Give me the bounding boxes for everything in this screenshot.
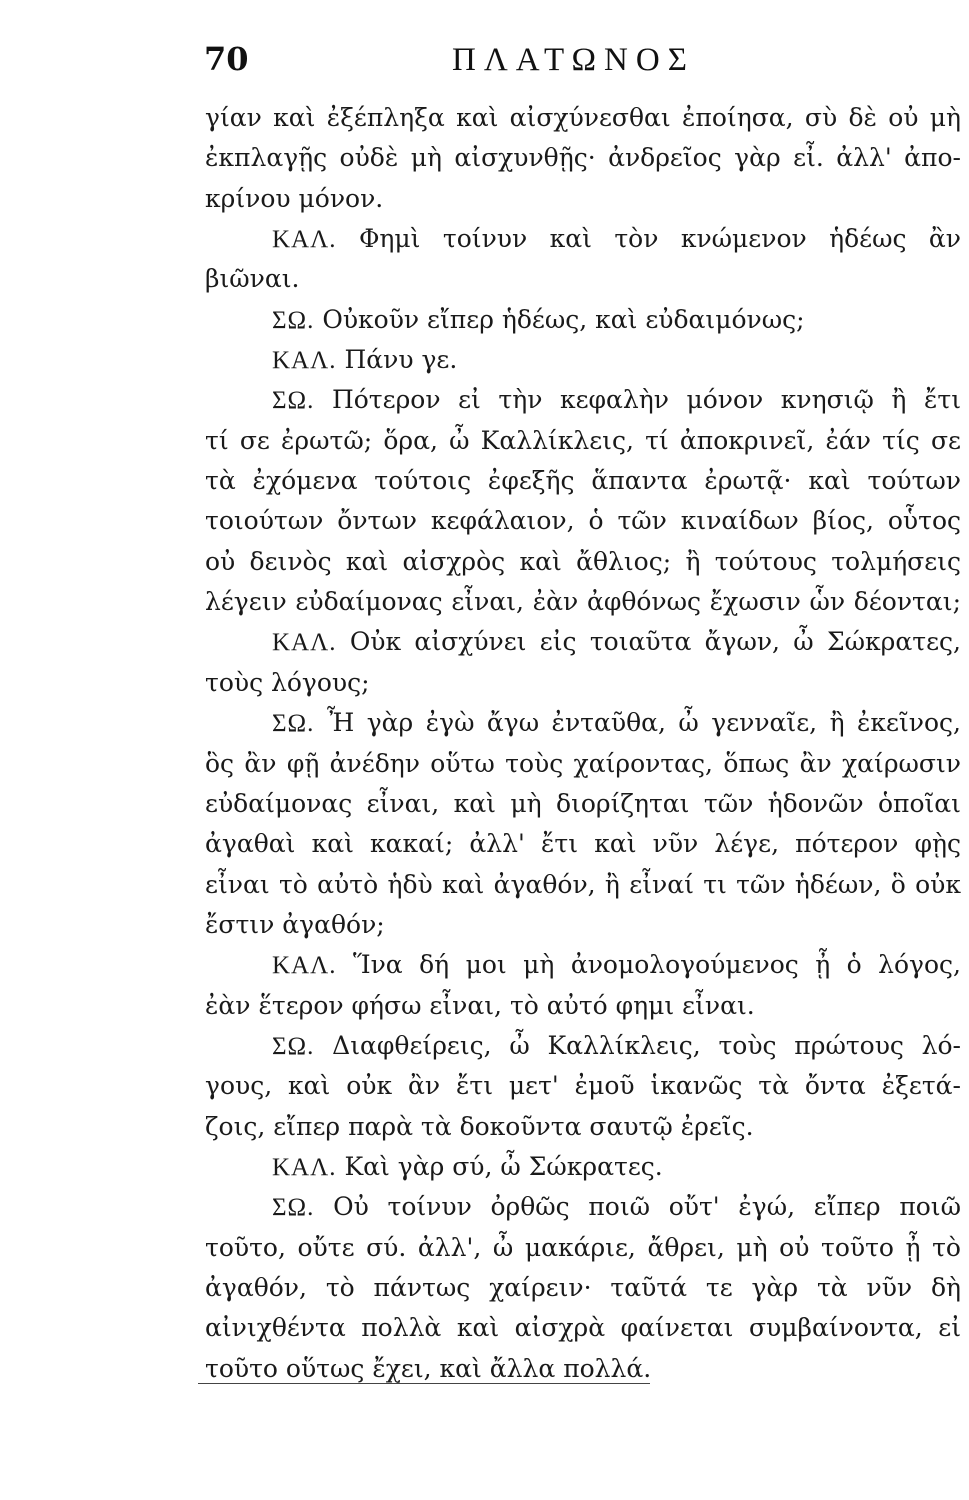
text-line bbox=[205, 703, 961, 743]
text-line bbox=[205, 1308, 961, 1348]
speaker-label: ΚΑΛ. bbox=[272, 347, 337, 375]
speaker-label: ΣΩ. bbox=[272, 1194, 315, 1222]
line-text: ἀγαθόν, τὸ πάντως χαίρειν· ταῦτά τε γὰρ τὰ νῦν δὴ bbox=[205, 1272, 961, 1302]
text-line bbox=[205, 986, 961, 1026]
speaker-label: ΣΩ. bbox=[272, 710, 315, 738]
speaker-label: ΚΑΛ. bbox=[272, 952, 337, 980]
text-line bbox=[205, 945, 961, 985]
text-line bbox=[205, 421, 961, 461]
text-line bbox=[205, 138, 961, 178]
text-line bbox=[205, 98, 961, 138]
line-text: Ἦ γὰρ ἐγὼ ἄγω ἐνταῦθα, ὦ γενναῖε, ἢ ἐκεῖνος, bbox=[326, 708, 961, 738]
line-text: Οὐκοῦν εἴπερ ἡδέως, καὶ εὐδαιμόνως; bbox=[322, 304, 805, 334]
line-text: εἶναι τὸ αὐτὸ ἡδὺ καὶ ἀγαθόν, ἢ εἶναί τι τῶν ἡδέων, ὃ οὐκ bbox=[205, 869, 961, 899]
line-text: Πάνυ γε. bbox=[344, 345, 458, 375]
text-line bbox=[205, 179, 961, 219]
speaker-label: ΚΑΛ. bbox=[272, 629, 337, 657]
line-text: ἔστιν ἀγαθόν; bbox=[205, 909, 385, 939]
line-text: Ἵνα δή μοι μὴ ἀνομολογούμενος ᾖ ὁ λόγος, bbox=[352, 950, 961, 980]
line-text: Φημὶ τοίνυν καὶ τὸν κνώμενον ἡδέως ἂν bbox=[358, 224, 961, 254]
line-text: οὐ δεινὸς καὶ αἰσχρὸς καὶ ἄθλιος; ἢ τούτους τολμήσεις bbox=[205, 546, 961, 576]
text-line bbox=[205, 824, 961, 864]
running-head-title: ΠΛΑΤΩΝΟΣ bbox=[452, 42, 695, 78]
text-line bbox=[205, 501, 961, 541]
text-line bbox=[205, 1066, 961, 1106]
text-line bbox=[205, 340, 961, 380]
line-text: Καὶ γὰρ σύ, ὦ Σώκρατες. bbox=[344, 1151, 663, 1181]
text-line bbox=[205, 1026, 961, 1066]
line-text: Οὐ τοίνυν ὀρθῶς ποιῶ οὔτ' ἐγώ, εἴπερ ποιῶ bbox=[333, 1192, 961, 1222]
line-text: λέγειν εὐδαίμονας εἶναι, ἐὰν ἀφθόνως ἔχωσιν ὧν δέονται; bbox=[205, 587, 961, 617]
line-text: Πότερον εἰ τὴν κεφαλὴν μόνον κνησιῷ ἢ ἔτι bbox=[331, 385, 961, 415]
text-line bbox=[205, 744, 961, 784]
speaker-label: ΣΩ. bbox=[272, 387, 315, 415]
line-text: τὰ ἐχόμενα τούτοις ἐφεξῆς ἅπαντα ἐρωτᾷ· καὶ τούτων bbox=[205, 466, 961, 496]
speaker-label: ΚΑΛ. bbox=[272, 226, 337, 254]
line-text: Διαφθείρεις, ὦ Καλλίκλεις, τοὺς πρώτους λό- bbox=[332, 1030, 962, 1060]
text-line bbox=[205, 1268, 961, 1308]
line-text: γους, καὶ οὐκ ἂν ἔτι μετ' ἐμοῦ ἱκανῶς τὰ ὄντα ἐξετά- bbox=[205, 1071, 961, 1101]
text-line bbox=[205, 784, 961, 824]
line-text: κρίνου μόνον. bbox=[205, 183, 384, 213]
text-line bbox=[205, 1187, 961, 1227]
text-line bbox=[205, 219, 961, 259]
text-line bbox=[205, 582, 961, 622]
line-text: ἐκπλαγῇς οὐδὲ μὴ αἰσχυνθῇς· ἀνδρεῖος γὰρ εἶ. ἀλλ' ἀπο- bbox=[205, 143, 961, 173]
text-line bbox=[205, 259, 961, 299]
dialogue-text-block bbox=[205, 98, 961, 1389]
text-line bbox=[205, 663, 961, 703]
page-number: 70 bbox=[204, 40, 249, 78]
line-text: τοῦτο, οὔτε σύ. ἀλλ', ὦ μακάριε, ἄθρει, μὴ οὐ τοῦτο ᾖ τὸ bbox=[205, 1232, 961, 1262]
speaker-label: ΣΩ. bbox=[272, 1032, 315, 1060]
line-text: αἰνιχθέντα πολλὰ καὶ αἰσχρὰ φαίνεται συμβαίνοντα, εἰ bbox=[205, 1313, 961, 1343]
text-line bbox=[205, 1107, 961, 1147]
line-text: ἀγαθαὶ καὶ κακαί; ἀλλ' ἔτι καὶ νῦν λέγε, πότερον φῂς bbox=[205, 829, 961, 859]
text-line bbox=[205, 1147, 961, 1187]
line-text: τί σε ἐρωτῶ; ὅρα, ὦ Καλλίκλεις, τί ἀποκρινεῖ, ἐάν τίς σε bbox=[205, 425, 961, 455]
text-line bbox=[205, 542, 961, 582]
text-line bbox=[205, 300, 961, 340]
line-text: ἐὰν ἕτερον φήσω εἶναι, τὸ αὐτό φημι εἶναι. bbox=[205, 990, 755, 1020]
line-text: γίαν καὶ ἐξέπληξα καὶ αἰσχύνεσθαι ἐποίησα, σὺ δὲ οὐ μὴ bbox=[205, 103, 961, 132]
text-line bbox=[205, 865, 961, 905]
line-text: τοὺς λόγους; bbox=[205, 667, 370, 697]
text-line bbox=[205, 905, 961, 945]
line-text: Οὐκ αἰσχύνει εἰς τοιαῦτα ἄγων, ὦ Σώκρατες, bbox=[349, 627, 961, 657]
text-line bbox=[205, 1228, 961, 1268]
speaker-label: ΣΩ. bbox=[272, 306, 315, 334]
line-text: ὃς ἂν φῇ ἀνέδην οὕτω τοὺς χαίροντας, ὅπως ἂν χαίρωσιν bbox=[205, 748, 961, 778]
line-text: τοῦτο οὕτως ἔχει, καὶ ἄλλα πολλά. bbox=[205, 1353, 652, 1383]
line-text: ζοις, εἴπερ παρὰ τὰ δοκοῦντα σαυτῷ ἐρεῖς. bbox=[205, 1111, 754, 1141]
text-line bbox=[205, 461, 961, 501]
text-line bbox=[205, 622, 961, 662]
line-text: εὐδαίμονας εἶναι, καὶ μὴ διορίζηται τῶν ἡδονῶν ὁποῖαι bbox=[205, 788, 961, 818]
speaker-label: ΚΑΛ. bbox=[272, 1153, 337, 1181]
bottom-rule bbox=[198, 1383, 650, 1384]
line-text: βιῶναι. bbox=[205, 264, 300, 294]
line-text: τοιούτων ὄντων κεφάλαιον, ὁ τῶν κιναίδων βίος, οὗτος bbox=[205, 506, 961, 536]
text-line bbox=[205, 380, 961, 420]
